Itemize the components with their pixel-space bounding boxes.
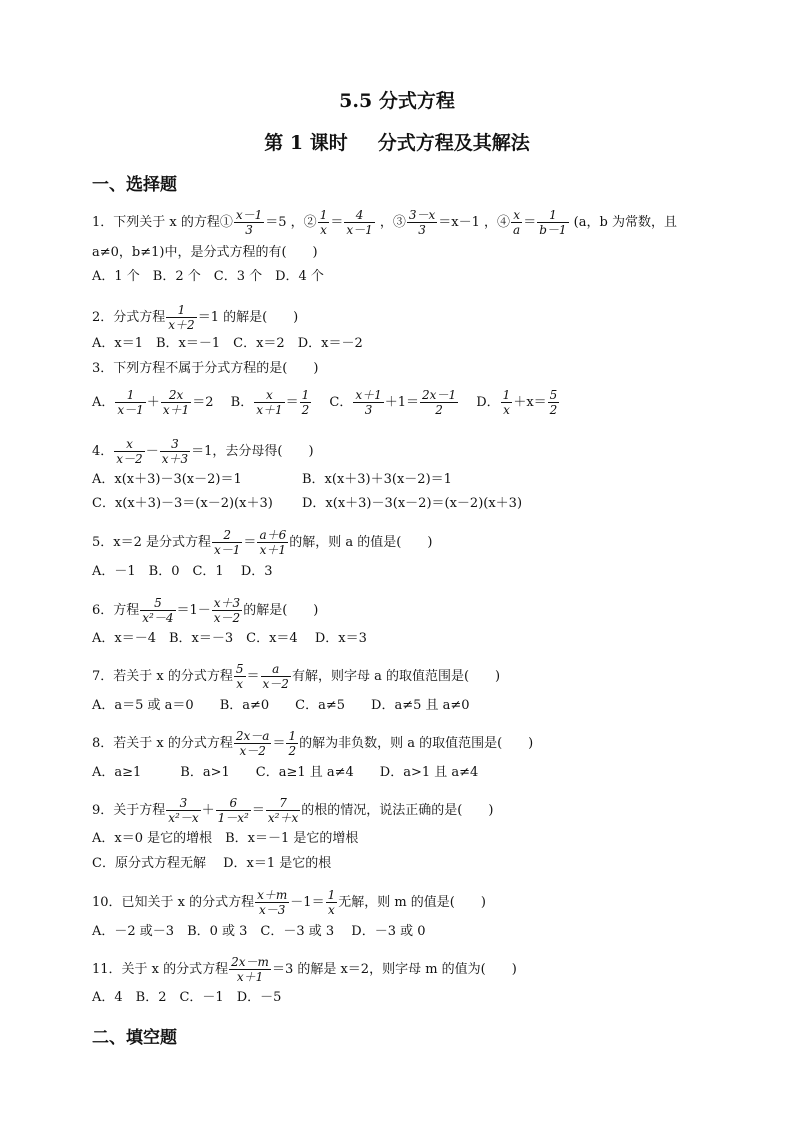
question-9-stem: 9．关于方程 $\frac{3}{\text{x²－x}}$ ＋ $\frac{6}{\text{1－x²}}$ ＝ $\frac{7}{\text{x²＋x}}$ 的根的情况，说法正确的是( ) — [92, 796, 494, 825]
question-10-stem: 10．已知关于 x 的分式方程 $\frac{x+m}{x-3}$ －1＝ $\frac{1}{x}$ 无解，则 m 的值是( ) — [92, 888, 486, 917]
section-heading-multiple-choice: 一、选择题 — [92, 175, 177, 195]
lesson-subtitle — [0, 128, 794, 155]
question-4-options-row1: A．x(x＋3)－3(x－2)＝1 B．x(x＋3)＋3(x－2)＝1 — [92, 472, 452, 487]
question-8-options: A．a≥1 B．a>1 C．a≥1 且 a≠4 D．a>1 且 a≠4 — [92, 765, 479, 780]
question-10-options: A．－2 或－3 B．0 或 3 C．－3 或 3 D．－3 或 0 — [92, 924, 426, 939]
question-2-options: A．x＝1 B．x＝－1 C．x＝2 D．x＝－2 — [92, 336, 363, 351]
question-9-options-row1: A．x＝0 是它的增根 B．x＝－1 是它的增根 — [92, 831, 359, 846]
question-9-options-row2: C．原分式方程无解 D．x＝1 是它的根 — [92, 856, 332, 871]
question-3-stem: 3．下列方程不属于分式方程的是( ) — [92, 361, 319, 376]
question-1-stem: 1．下列关于 x 的方程① $\frac{x-1}{3}$ ＝5 ，② $\frac{1}{x}$ ＝ $\frac{4}{x-1}$ ，③ $\frac{3-x}{3}$ ＝x－1 ，④ $\frac{x}{a}$ ＝ $\frac{1}{b-1}$ (a，b 为常数，且 — [92, 208, 677, 237]
question-1-options: A．1 个 B．2 个 C．3 个 D．4 个 — [92, 269, 324, 284]
question-6-stem: 6．方程 $\frac{5}{\text{x²－4}}$ ＝1－ $\frac{x+3}{x-2}$ 的解是( ) — [92, 596, 319, 625]
question-4-options-row2: C．x(x＋3)－3＝(x－2)(x＋3) D．x(x＋3)－3(x－2)＝(x－2)(x＋3) — [92, 496, 523, 511]
section-heading-fill-in: 二、填空题 — [92, 1028, 177, 1048]
question-1-stem-line2: a≠0，b≠1)中，是分式方程的有( ) — [92, 245, 318, 260]
page-title: 5.5 分式方程 — [339, 90, 455, 112]
question-8-stem: 8．若关于 x 的分式方程 $\frac{2x-a}{x-2}$ ＝ $\frac{1}{2}$ 的解为非负数，则 a 的取值范围是( ) — [92, 729, 534, 758]
question-6-options: A．x＝－4 B．x＝－3 C．x＝4 D．x＝3 — [92, 631, 367, 646]
question-5-stem: 5．x＝2 是分式方程 $\frac{2}{x-1}$ ＝ $\frac{a+6}{x+1}$ 的解，则 a 的值是( ) — [92, 528, 433, 557]
question-11-options: A．4 B．2 C．－1 D．－5 — [92, 990, 282, 1005]
question-7-options: A．a＝5 或 a＝0 B．a≠0 C．a≠5 D．a≠5 且 a≠0 — [92, 698, 470, 713]
lesson-number: 第 1 课时 — [264, 132, 348, 154]
lesson-topic: 分式方程及其解法 — [377, 132, 530, 154]
question-2-stem: 2．分式方程 $\frac{1}{x+2}$ ＝1 的解是( ) — [92, 303, 299, 332]
question-4-stem: 4． $\frac{x}{x-2}$ － $\frac{3}{x+3}$ ＝1，去分母得( ) — [92, 437, 314, 466]
question-5-options: A．－1 B．0 C．1 D．3 — [92, 564, 273, 579]
question-7-stem: 7．若关于 x 的分式方程 $\frac{5}{x}$ ＝ $\frac{a}{x-2}$ 有解，则字母 a 的取值范围是( ) — [92, 662, 501, 691]
question-11-stem: 11．关于 x 的分式方程 $\frac{2x-m}{x+1}$ ＝3 的解是 x＝2，则字母 m 的值为( ) — [92, 955, 517, 984]
question-3-options: A． $\frac{1}{x-1}$ ＋ $\frac{2x}{x+1}$ ＝2 B． $\frac{x}{x+1}$ ＝ $\frac{1}{2}$ C． $\frac{x+1}{3}$ ＋1＝ $\frac{2x-1}{2}$ D． $\frac{1}{x}$ ＋x＝ $\frac{5}{2}$ — [92, 388, 558, 417]
